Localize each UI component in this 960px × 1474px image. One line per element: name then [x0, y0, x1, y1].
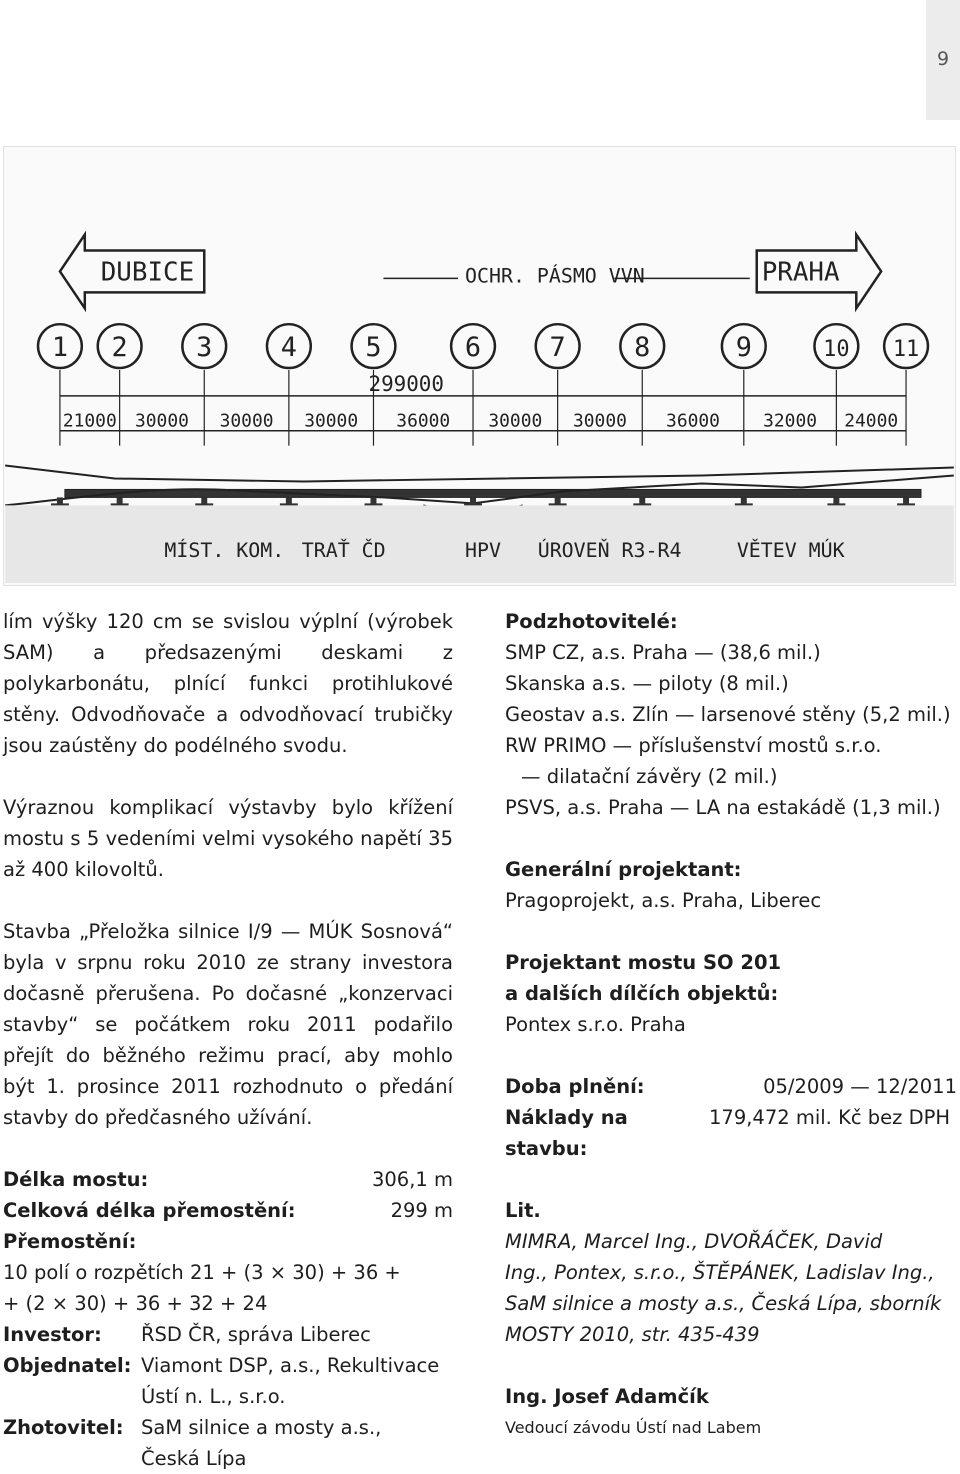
pier-number: 5	[365, 332, 382, 364]
span-length: 30000	[219, 410, 274, 432]
costs-value: 179,472 mil. Kč bez DPH	[709, 1106, 951, 1129]
subcontractor-line: — dilatační závěry (2 mil.)	[521, 765, 778, 788]
crossing-label-drawing: HPV	[465, 539, 502, 563]
left-direction-label: DUBICE	[100, 257, 195, 288]
pier-number: 3	[196, 332, 213, 364]
pier-number: 1	[51, 332, 69, 364]
left-column	[3, 606, 453, 1474]
investor-label: Investor:	[3, 1323, 102, 1346]
bridge-length-value: 306,1 m	[371, 1168, 453, 1191]
client-value: Viamont DSP, a.s., Rekultivace	[141, 1354, 440, 1377]
span-length: 30000	[304, 410, 359, 432]
crossing-line-1: 10 polí o rozpětích 21 + (3 × 30) + 36 +	[3, 1261, 401, 1284]
zone-label: OCHR. PÁSMO VVN	[465, 264, 645, 288]
span-length: 32000	[763, 410, 818, 432]
literature-line: MOSTY 2010, str. 435-439	[505, 1323, 760, 1346]
crossing-label-drawing: ÚROVEŇ R3-R4	[537, 539, 682, 563]
subcontractors-label: Podzhotovitelé:	[505, 610, 678, 633]
terrain-top	[5, 466, 954, 482]
pier-number: 11	[892, 337, 920, 363]
span-length: 30000	[488, 410, 543, 432]
total-span-label: Celková délka přemostění:	[3, 1199, 296, 1222]
crossing-label-drawing: VĚTEV MÚK	[736, 539, 845, 563]
costs-label: Náklady na stavbu:	[505, 1106, 628, 1160]
client-row	[3, 1350, 453, 1381]
total-span-value: 299 m	[390, 1199, 453, 1222]
pier-number: 8	[634, 332, 651, 364]
literature-line: SaM silnice a mosty a.s., Česká Lípa, sborník	[505, 1292, 942, 1315]
subcontractor-line: SMP CZ, a.s. Praha — (38,6 mil.)	[505, 641, 821, 664]
author-name: Ing. Josef Adamčík	[505, 1385, 709, 1408]
bridge-designer-label-1: Projektant mostu SO 201	[505, 951, 782, 974]
span-length: 24000	[844, 410, 899, 432]
literature-line: Ing., Pontex, s.r.o., ŠTĚPÁNEK, Ladislav Ing.,	[505, 1261, 935, 1284]
crossing-label-drawing: TRAŤ ČD	[301, 539, 386, 563]
paragraph-1: lím výšky 120 cm se svislou výplní (výrobek SAM) a předsazenými deskami z polykarbonátu, plnící funkci protihlukové stěny. Odvodňovače a odvodňovací trubičky jsou zaústěny do podélného svodu.	[3, 610, 453, 757]
duration-row	[505, 1071, 957, 1102]
pier-number: 2	[111, 332, 128, 364]
drawing-svg	[4, 147, 955, 585]
crossing-line-2: + (2 × 30) + 36 + 32 + 24	[3, 1292, 268, 1315]
general-designer-label: Generální projektant:	[505, 858, 742, 881]
subcontractor-line: PSVS, a.s. Praha — LA na estakádě (1,3 mil.)	[505, 796, 941, 819]
duration-label: Doba plnění:	[505, 1075, 645, 1098]
bridge-deck	[65, 489, 921, 497]
bridge-elevation-drawing	[3, 146, 956, 586]
total-span-row	[3, 1195, 453, 1226]
paragraph-3: Stavba „Přeložka silnice I/9 — MÚK Sosnová“ byla v srpnu roku 2010 ze strany investora dočasně přerušena. Po dočasné „konzervaci stavby“ se počátkem roku 2011 podařilo přejít do běžného režimu prací, aby mohlo být 1. prosince 2011 rozhodnuto o předání stavby do předčasného užívání.	[3, 920, 453, 1129]
duration-value: 05/2009 — 12/2011	[763, 1075, 957, 1098]
subcontractor-line: Skanska a.s. — piloty (8 mil.)	[505, 672, 789, 695]
span-length: 36000	[666, 410, 720, 432]
author-role: Vedoucí závodu Ústí nad Labem	[505, 1418, 762, 1437]
pier-number: 9	[735, 332, 752, 364]
subcontractor-line: RW PRIMO — příslušenství mostů s.r.o.	[505, 734, 882, 757]
general-designer-value: Pragoprojekt, a.s. Praha, Liberec	[505, 889, 822, 912]
costs-row	[505, 1102, 957, 1164]
subcontractor-line: Geostav a.s. Zlín — larsenové stěny (5,2 mil.)	[505, 703, 951, 726]
bridge-designer-label-2: a dalších dílčích objektů:	[505, 982, 779, 1005]
pier-number: 7	[549, 332, 566, 364]
literature-line: MIMRA, Marcel Ing., DVOŘÁČEK, David	[505, 1230, 883, 1253]
right-direction-label: PRAHA	[761, 257, 840, 288]
bridge-designer-value: Pontex s.r.o. Praha	[505, 1013, 686, 1036]
span-length: 36000	[396, 410, 451, 432]
pier-number: 4	[280, 332, 297, 364]
literature-label: Lit.	[505, 1199, 541, 1222]
page-number: 9	[926, 0, 960, 120]
total-length: 299000	[368, 371, 444, 396]
contractor-row	[3, 1412, 453, 1443]
right-column	[505, 606, 957, 1443]
pier-number: 10	[823, 337, 850, 363]
contractor-label: Zhotovitel:	[3, 1416, 124, 1439]
investor-row	[3, 1319, 453, 1350]
crossing-label: Přemostění:	[3, 1230, 137, 1253]
contractor-value: SaM silnice a mosty a.s.,	[141, 1416, 382, 1439]
pier-number: 6	[464, 332, 482, 364]
span-length: 30000	[572, 410, 627, 432]
bridge-length-row	[3, 1164, 453, 1195]
span-length: 21000	[62, 410, 117, 432]
span-length: 30000	[134, 410, 189, 432]
client-value-cont: Ústí n. L., s.r.o.	[141, 1385, 286, 1408]
crossing-label-drawing: MÍST. KOM.	[164, 539, 285, 563]
contractor-value-cont: Česká Lípa	[141, 1447, 247, 1470]
paragraph-2: Výraznou komplikací výstavby bylo křížení mostu s 5 vedeními velmi vysokého napětí 35 až 400 kilovoltů.	[3, 796, 453, 881]
bridge-length-label: Délka mostu:	[3, 1168, 149, 1191]
client-label: Objednatel:	[3, 1354, 132, 1377]
investor-value: ŘSD ČR, správa Liberec	[141, 1323, 371, 1346]
